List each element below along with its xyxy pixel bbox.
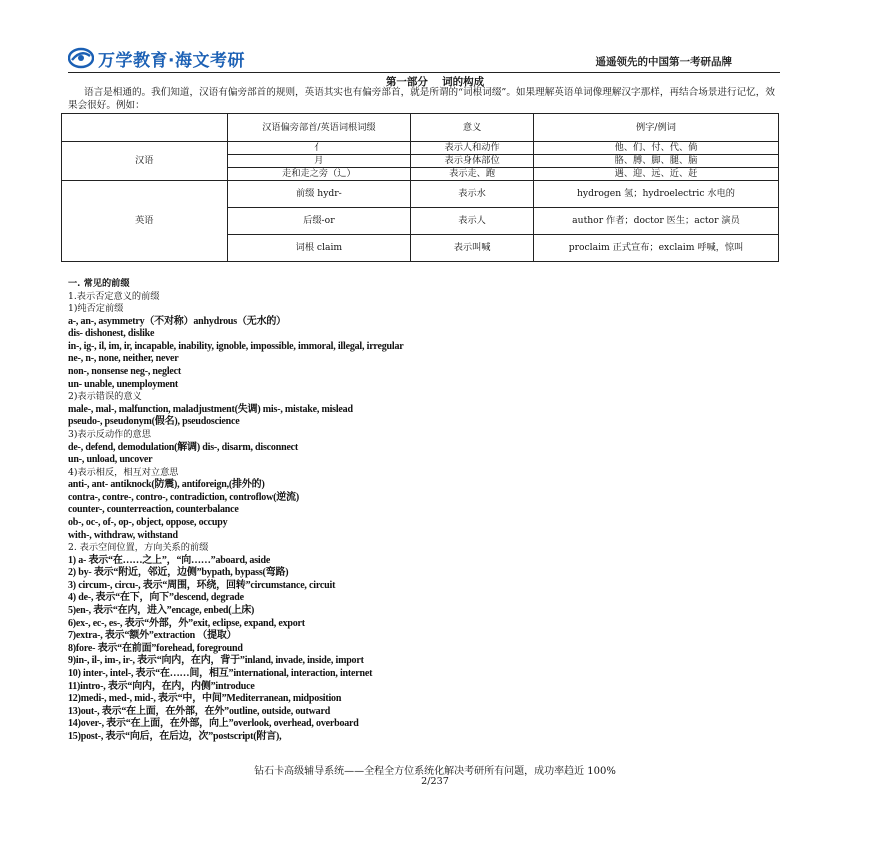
- example-line: 8)fore- 表示“在前面”forehead, foreground: [68, 642, 243, 654]
- text-line: 1.表示否定意义的前缀: [68, 290, 160, 302]
- table-cell: 表示水: [411, 181, 534, 208]
- example-line: un- unable, unemployment: [68, 378, 178, 390]
- roots-comparison-table: [61, 113, 779, 262]
- table-row: [62, 142, 779, 155]
- example-line: contra-, contre-, contro-, contradiction, controflow(逆流): [68, 491, 299, 503]
- table-header-cell: 例字/例词: [533, 114, 778, 142]
- example-line: 11)intro-, 表示“向内，在内，内侧”introduce: [68, 680, 255, 692]
- example-line: non-, nonsense neg-, neglect: [68, 366, 182, 378]
- example-line: a-, an-, asymmetry（不对称）anhydrous（无水的）: [68, 315, 286, 327]
- example-line: 4) de-, 表示“在下，向下”descend, degrade: [68, 592, 244, 604]
- table-cell: 亻: [227, 142, 411, 155]
- table-header-row: [62, 114, 779, 142]
- text-line: 1)纯否定前缀: [68, 303, 124, 315]
- brand-name: 万学教育·海文考研: [98, 50, 245, 71]
- prefix-list: [68, 278, 788, 743]
- example-line: in-, ig-, il, im, ir, incapable, inability, ignoble, impossible, immoral, illegal, irregular: [68, 340, 404, 352]
- example-line: de-, defend, demodulation(解调) dis-, disarm, disconnect: [68, 441, 299, 453]
- table-cell: 遇、迎、远、近、赶: [533, 168, 778, 181]
- example-line: male-, mal-, malfunction, maladjustment(失调) mis-, mistake, mislead: [68, 403, 353, 415]
- page-number: 2/237: [421, 776, 449, 787]
- example-line: 12)medi-, med-, mid-, 表示“中，中间”Mediterranean, midposition: [68, 693, 342, 705]
- table-cell: 他、们、付、代、倘: [533, 142, 778, 155]
- example-line: 5)en-, 表示“在内，进入”encage, enbed(上床): [68, 605, 255, 617]
- table-cell: 胳、膊、脚、腿、脑: [533, 155, 778, 168]
- table-row: [62, 181, 779, 208]
- group-label-chinese: 汉语: [62, 142, 228, 181]
- example-line: 15)post-, 表示“向后，在后边，次”postscript(附言),: [68, 730, 282, 742]
- table-cell: proclaim 正式宣布；exclaim 呼喊，惊叫: [533, 235, 778, 262]
- example-line: un-, unload, uncover: [68, 454, 153, 466]
- table-cell: 表示走、跑: [411, 168, 534, 181]
- table-cell: 表示人和动作: [411, 142, 534, 155]
- brand-logo-icon: [68, 47, 94, 69]
- table-header-cell: [62, 114, 228, 142]
- example-line: pseudo-, pseudonym(假名), pseudoscience: [68, 416, 240, 428]
- table-cell: 走和走之旁（辶）: [227, 168, 411, 181]
- table-header-cell: 意义: [411, 114, 534, 142]
- table-cell: 后缀-or: [227, 208, 411, 235]
- page-footer: 钻石卡高级辅导系统——全程全方位系统化解决考研所有问题，成功率趋近 100%: [254, 766, 616, 777]
- intro-paragraph: 语言是相通的。我们知道，汉语有偏旁部首的规则，英语其实也有偏旁部首，就是所谓的“词根词缀”。如果理解英语单词像理解汉字那样，再结合场景进行记忆，效果会很好。例如：: [68, 87, 775, 111]
- text-line: 2)表示错误的意义: [68, 391, 142, 403]
- table-cell: 表示身体部位: [411, 155, 534, 168]
- example-line: ne-, n-, none, neither, never: [68, 353, 179, 365]
- example-line: 6)ex-, ec-, es-, 表示“外部，外”exit, eclipse, expand, export: [68, 617, 305, 629]
- group-label-english: 英语: [62, 181, 228, 262]
- example-line: 1) a- 表示“在……之上”，“向……”aboard, aside: [68, 554, 271, 566]
- example-line: dis- dishonest, dislike: [68, 328, 155, 340]
- example-line: 9)in-, il-, im-, ir-, 表示“向内，在内，背于”inland, invade, inside, import: [68, 655, 364, 667]
- example-line: counter-, counterreaction, counterbalance: [68, 504, 239, 516]
- example-line: 13)out-, 表示“在上面，在外部，在外”outline, outside, outward: [68, 705, 331, 717]
- header-slogan: 遥遥领先的中国第一考研品牌: [595, 56, 732, 68]
- section-title: 第一部分 词的构成: [385, 76, 485, 88]
- text-line: 2. 表示空间位置，方向关系的前缀: [68, 542, 209, 554]
- example-line: 2) by- 表示“附近，邻近，边侧”bypath, bypass(弯路): [68, 567, 289, 579]
- page-header: [68, 44, 780, 73]
- example-line: 7)extra-, 表示“额外”extraction （提取）: [68, 630, 237, 642]
- example-line: 14)over-, 表示“在上面，在外部，向上”overlook, overhead, overboard: [68, 718, 359, 730]
- example-line: ob-, oc-, of-, op-, object, oppose, occupy: [68, 516, 228, 528]
- table-cell: author 作者；doctor 医生；actor 演员: [533, 208, 778, 235]
- table-cell: 表示人: [411, 208, 534, 235]
- example-line: 3) circum-, circu-, 表示“周围，环绕，回转”circumstance, circuit: [68, 579, 336, 591]
- table-cell: 词根 claim: [227, 235, 411, 262]
- brand-logo: [68, 46, 245, 70]
- table-cell: 表示叫喊: [411, 235, 534, 262]
- example-line: 10) inter-, intel-, 表示“在……间，相互”international, interaction, internet: [68, 667, 373, 679]
- table-header-cell: 汉语偏旁部首/英语词根词缀: [227, 114, 411, 142]
- table-cell: hydrogen 氢；hydroelectric 水电的: [533, 181, 778, 208]
- text-line: 4)表示相反，相互对立意思: [68, 466, 179, 478]
- example-line: anti-, ant- antiknock(防震), antiforeign,(排外的): [68, 479, 265, 491]
- example-line: with-, withdraw, withstand: [68, 529, 178, 541]
- table-cell: 前缀 hydr-: [227, 181, 411, 208]
- heading-line: 一. 常见的前缀: [68, 278, 130, 289]
- text-line: 3)表示反动作的意思: [68, 428, 151, 440]
- table-cell: 月: [227, 155, 411, 168]
